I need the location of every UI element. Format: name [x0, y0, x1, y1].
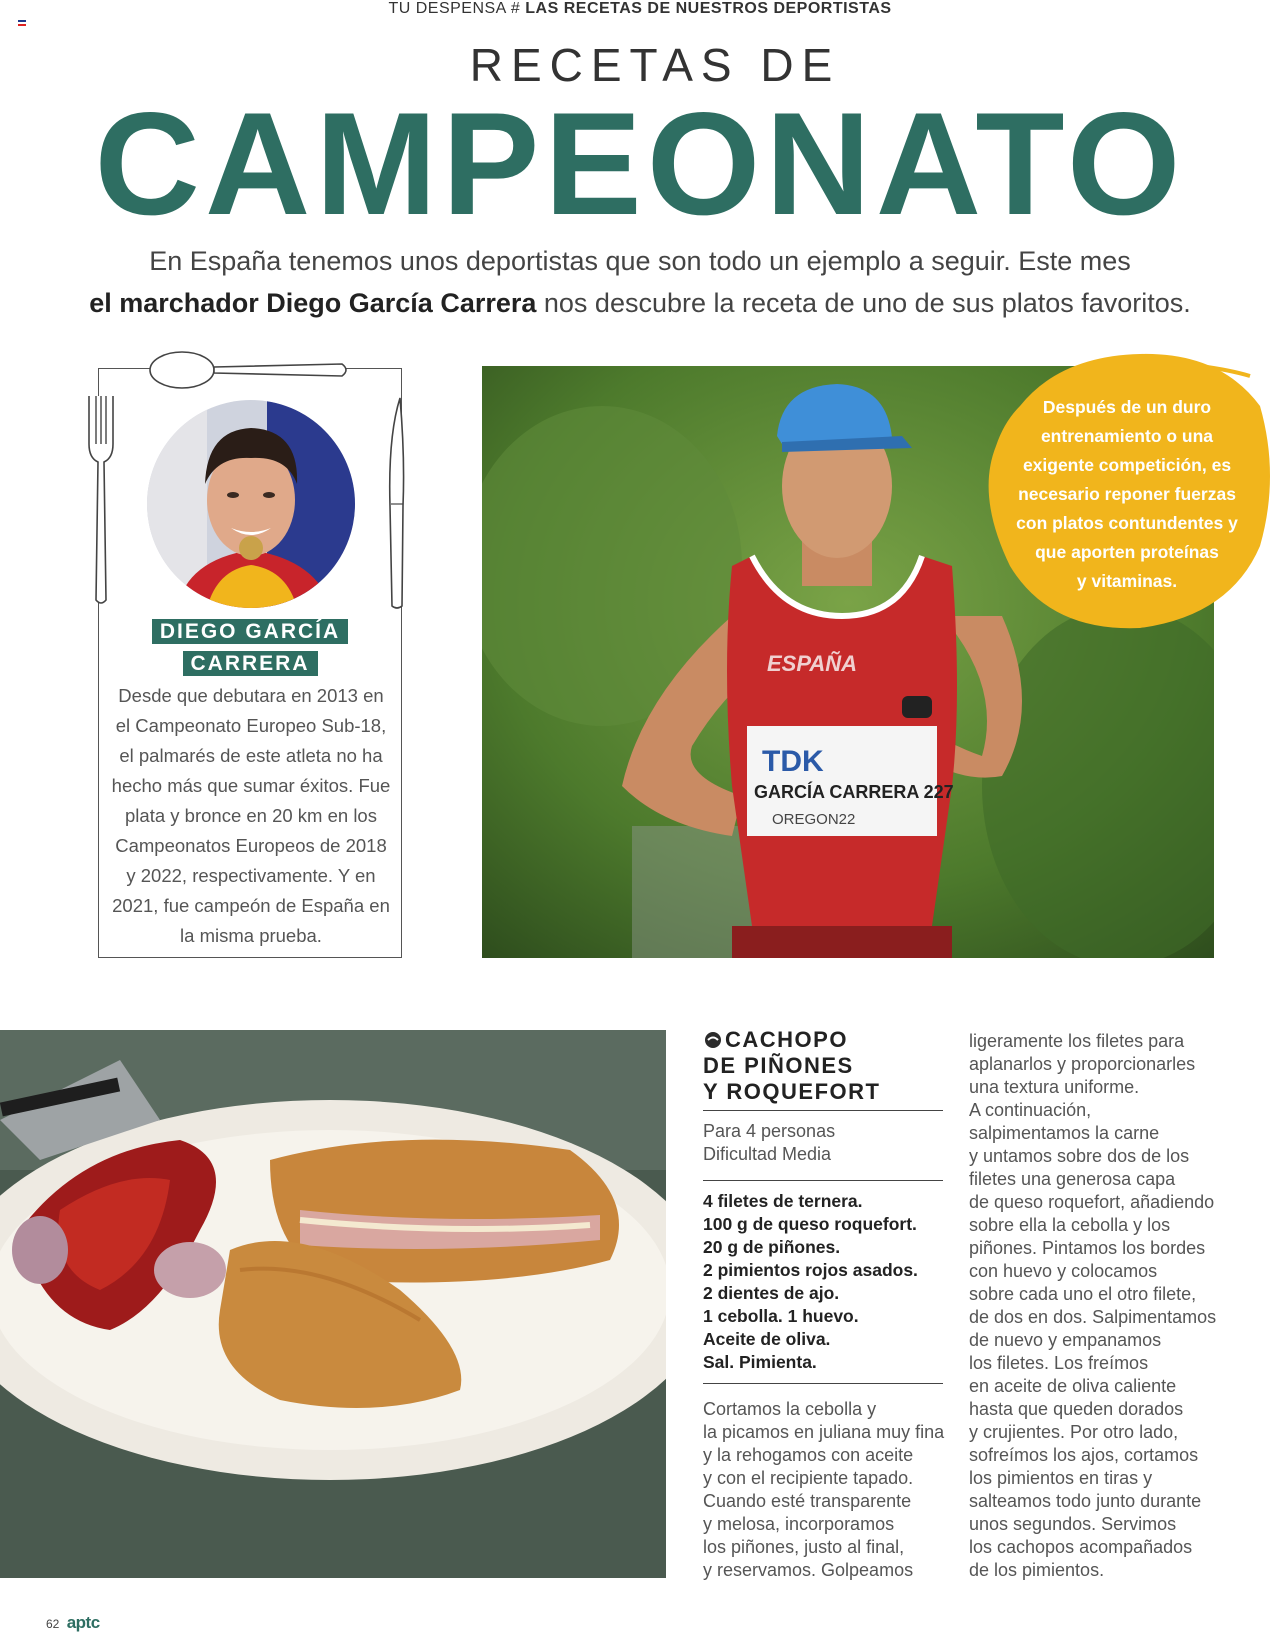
page-footer [46, 1613, 100, 1633]
ingredient: 4 filetes de ternera. [703, 1191, 863, 1211]
athlete-bio: Desde que debutara en 2013 en el Campeonato Europeo Sub-18, el palmarés de este atleta no ha hecho más que sumar éxitos. Fue plata y bronce en 20 km en los Campeonatos Europeos de 2018 y 2022, respectivamente. Y en 2021, fue campeón de España en la misma prueba. [111, 685, 391, 946]
intro-rest: nos descubre la receta de uno de sus platos favoritos. [536, 288, 1191, 318]
knife-icon [386, 396, 408, 610]
bib-name: GARCÍA CARRERA 227 [754, 782, 954, 802]
recipe-steps-col-2: ligeramente los filetes para aplanarlos y proporcionarles una textura uniforme. A continuación, salpimentamos la carne y untamos sobre dos de los filetes una generosa capa de queso roquefort, añadiendo sobre ella la cebolla y los piñones. Pintamos los bordes con huevo y colocamos sobre cada uno el otro filete, de dos en dos. Salpimentamos de nuevo y empanamos los filetes. Los freímos en aceite de oliva caliente hasta que queden dorados y crujientes. Por otro lado, sofreímos los ajos, cortamos los pimientos en tiras y salteamos todo junto durante unos segundos. Servimos los cachopos acompañados de los pimientos. [969, 1031, 1217, 1580]
page-number: 62 [46, 1617, 60, 1631]
ingredient: 2 dientes de ajo. [703, 1283, 840, 1303]
fork-icon [86, 394, 116, 606]
section-title: LAS RECETAS DE NUESTROS DEPORTISTAS [525, 0, 892, 17]
kicker: RECETAS DE [469, 39, 841, 91]
cachopo-photo [0, 1030, 666, 1578]
athlete-name-line-2: CARRERA [120, 648, 380, 680]
servings: Para 4 personas [703, 1121, 836, 1141]
ingredient: Sal. Pimienta. [703, 1352, 817, 1372]
recipe-meta [703, 1120, 835, 1166]
recipe-steps-col-1: Cortamos la cebolla y la picamos en juliana muy fina y la rehogamos con aceite y con el recipiente tapado. Cuando esté transparente y melosa, incorporamos los piñones, justo al final, y reservamos. Golpeamos [703, 1399, 945, 1580]
headline: CAMPEONATO [94, 82, 1186, 245]
intro [40, 240, 1240, 324]
intro-line-1: En España tenemos unos deportistas que son todo un ejemplo a seguir. Este mes [149, 246, 1131, 276]
spoon-icon [146, 348, 352, 392]
intro-highlight: el marchador Diego García Carrera [89, 288, 537, 318]
recipe-title: CACHOPO DE PIÑONES Y ROQUEFORT [703, 1027, 881, 1104]
quote-text: Después de un duro entrenamiento o una exigente competición, es necesario reponer fuerzas con platos contundentes y que aporten proteínas y vitaminas. [1016, 397, 1238, 591]
difficulty: Dificultad Media [703, 1144, 832, 1164]
ingredients-list [703, 1190, 918, 1374]
athlete-portrait [147, 400, 355, 608]
flag-icon [18, 20, 26, 26]
ingredient: 1 cebolla. 1 huevo. [703, 1306, 859, 1326]
aptc-logo: aptc [66, 1613, 100, 1632]
section-label [0, 0, 1280, 18]
shirt-text: ESPAÑA [767, 651, 858, 676]
section-prefix: TU DESPENSA # [388, 0, 521, 17]
ingredient: 20 g de piñones. [703, 1237, 841, 1257]
intro-line-2 [40, 282, 1240, 324]
bib-sponsor: TDK [762, 745, 824, 778]
athlete-name-line-1: DIEGO GARCÍA [120, 616, 380, 648]
ingredient: Aceite de oliva. [703, 1329, 831, 1349]
divider [703, 1383, 943, 1384]
bib-event: OREGON22 [772, 811, 856, 828]
divider [703, 1110, 943, 1111]
ingredient: 2 pimientos rojos asados. [703, 1260, 918, 1280]
divider [703, 1180, 943, 1181]
ingredient: 100 g de queso roquefort. [703, 1214, 917, 1234]
